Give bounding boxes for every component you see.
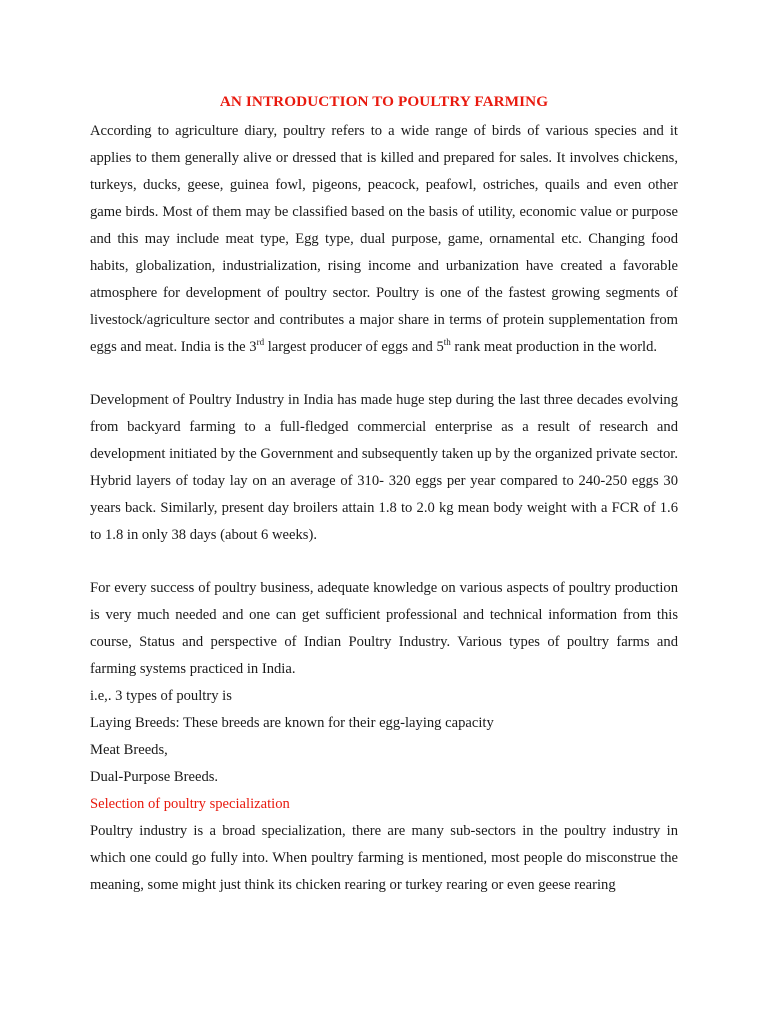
paragraph-success: For every success of poultry business, adequate knowledge on various aspects of poultry production is very much needed and one can get sufficient professional and technical information from this course, Status and perspective of Indian Poultry Industry. Various types of poultry farms and farming systems practiced in India. xyxy=(90,580,678,677)
list-item-meat-breeds: Meat Breeds, xyxy=(90,742,168,758)
section-subheading: Selection of poultry specialization xyxy=(90,796,290,812)
paragraph-intro xyxy=(90,118,678,361)
paragraph-development: Development of Poultry Industry in India has made huge step during the last three decades evolving from backyard farming to a full-fledged commercial enterprise as a result of research and development initiated by the Government and subsequently taken up by the organized private sector. Hybrid layers of today lay on an average of 310- 320 eggs per year compared to 240-250 eggs 30 years back. Similarly, present day broilers attain 1.8 to 2.0 kg mean body weight with a FCR of 1.6 to 1.8 in only 38 days (about 6 weeks). xyxy=(90,392,678,543)
list-intro: i.e,. 3 types of poultry is xyxy=(90,688,232,704)
paragraph-specialization: Poultry industry is a broad specialization, there are many sub-sectors in the poultry industry in which one could go fully into. When poultry farming is mentioned, most people do misconstrue the meaning, some might just think its chicken rearing or turkey rearing or even geese rearing xyxy=(90,823,678,893)
paragraph-spacer xyxy=(90,549,678,575)
paragraph-intro-text-c: rank meat production in the world. xyxy=(450,339,658,355)
paragraph-spacer xyxy=(90,361,678,387)
list-item-dual-purpose-breeds: Dual-Purpose Breeds. xyxy=(90,769,219,785)
list-item-laying-breeds: Laying Breeds: These breeds are known for their egg-laying capacity xyxy=(90,715,494,731)
paragraph-intro-text-a: According to agriculture diary, poultry refers to a wide range of birds of various species and it applies to them generally alive or dressed that is killed and prepared for sales. It involves chickens, turkeys, ducks, geese, guinea fowl, pigeons, peacock, peafowl, ostriches, quails and even other game birds. Most of them may be classified based on the basis of utility, economic value or purpose and this may include meat type, Egg type, dual purpose, game, ornamental etc. Changing food habits, globalization, industrialization, rising income and urbanization have created a favorable atmosphere for development of poultry sector. Poultry is one of the fastest growing segments of livestock/agriculture sector and contributes a major share in terms of protein supplementation from eggs and meat. India is the 3 xyxy=(90,123,678,355)
superscript-rd: rd xyxy=(256,337,265,347)
paragraph-intro-text-b: largest producer of eggs and 5 xyxy=(264,339,444,355)
document-page xyxy=(90,92,678,899)
superscript-th: th xyxy=(443,337,451,347)
document-title: AN INTRODUCTION TO POULTRY FARMING xyxy=(219,93,549,110)
